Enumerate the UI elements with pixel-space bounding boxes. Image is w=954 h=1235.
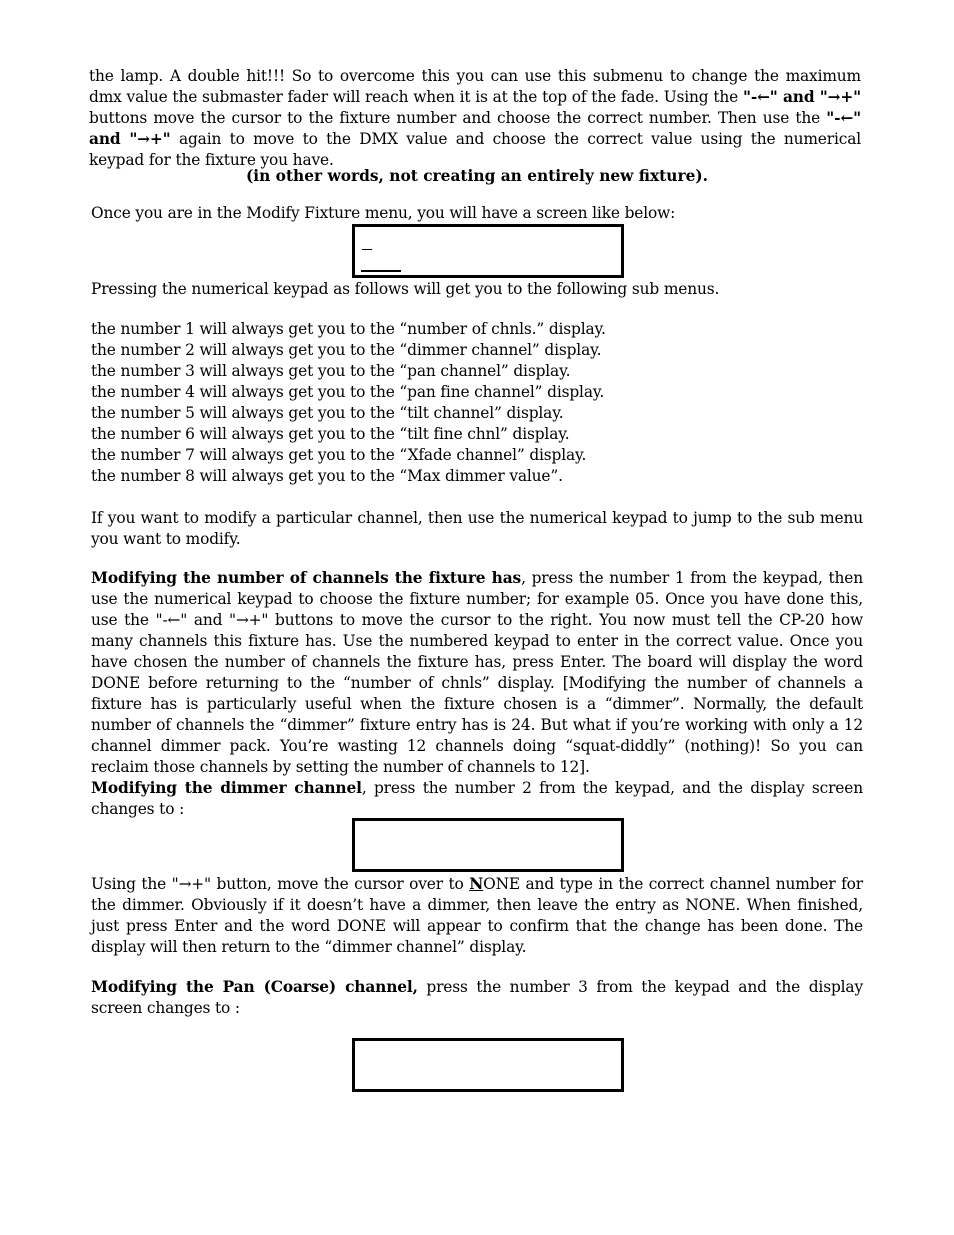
lcd-underline-mark — [361, 270, 401, 272]
list-item: the number 1 will always get you to the “number of chnls.” display. — [91, 320, 606, 338]
pan-paragraph — [91, 977, 863, 1019]
pan-heading: Modifying the Pan (Coarse) channel, — [91, 978, 418, 996]
dimmer-heading: Modifying the dimmer channel — [91, 779, 362, 797]
keypad-list — [91, 319, 863, 487]
channels-text: , press the number 1 from the keypad, then use the numerical keypad to choose the fixture number; for example 05. Once you have done this, use the "-←" and "→+" buttons to move the cursor to the right. You now must tell the CP-20 how many channels this fixture has. Use the numbered keypad to enter in the correct value. Once you have chosen the number of channels the fixture has, press Enter. The board will display the word DONE before returning to the “number of chnls” display. [Modifying the number of channels a fixture has is particularly useful when the fixture chosen is a “dimmer”. Normally, the default number of channels the “dimmer” fixture entry has is 24. But what if you’re working with only a 12 channel dimmer pack. You’re wasting 12 channels doing “squat-diddly” (nothing)! So you can reclaim those channels by setting the number of channels to 12]. — [91, 569, 864, 776]
modify-particular-paragraph: If you want to modify a particular channel, then use the numerical keypad to jump to the sub menu you want to modify. — [91, 509, 863, 548]
dimmer-use-text-1: Using the "→+" button, move the cursor over to — [91, 875, 470, 893]
lcd-display-dimmer-channel — [352, 818, 624, 872]
intro-text-3: again to move to the DMX value and choose the correct value using the numerical keypad for the fixture you have. — [89, 130, 861, 169]
cursor-letter: N — [469, 875, 484, 893]
dimmer-text: , press the number 2 from the keypad, and the display screen changes to : — [91, 779, 863, 818]
intro-paragraph — [89, 66, 861, 171]
list-item: the number 8 will always get you to the “Max dimmer value”. — [91, 467, 563, 485]
center-note: (in other words, not creating an entirely new fixture). — [246, 167, 708, 185]
dimmer-paragraph — [91, 778, 863, 820]
intro-text-1: the lamp. A double hit!!! So to overcome this you can use this submenu to change the maximum dmx value the submaster fader will reach when it is at the top of the fade. Using the — [89, 67, 861, 106]
intro-buttons-2: "-←" and "→+" — [89, 109, 861, 148]
list-item: the number 6 will always get you to the “tilt fine chnl” display. — [91, 425, 570, 443]
dimmer-use-paragraph — [91, 874, 863, 958]
list-item: the number 3 will always get you to the “pan channel” display. — [91, 362, 571, 380]
dimmer-use-text-2: ONE and type in the correct channel number for the dimmer. Obviously if it doesn’t have a dimmer, then leave the entry as NONE. When finished, just press Enter and the word DONE will appear to confirm that the change has been done. The display will then return to the “dimmer channel” display. — [91, 875, 863, 956]
list-item: the number 4 will always get you to the “pan fine channel” display. — [91, 383, 605, 401]
lcd-display-modify-fixture — [352, 224, 624, 278]
channels-paragraph — [91, 568, 863, 778]
list-item: the number 5 will always get you to the “tilt channel” display. — [91, 404, 564, 422]
pan-text: press the number 3 from the keypad and the display screen changes to : — [91, 978, 863, 1017]
list-item: the number 2 will always get you to the “dimmer channel” display. — [91, 341, 602, 359]
intro-text-2: buttons move the cursor to the fixture number and choose the correct number. Then use the — [89, 109, 827, 127]
keypad-intro: Pressing the numerical keypad as follows will get you to the following sub menus. — [91, 280, 720, 298]
lcd-display-pan-channel — [352, 1038, 624, 1092]
channels-heading: Modifying the number of channels the fixture has — [91, 569, 522, 587]
modify-intro: Once you are in the Modify Fixture menu, you will have a screen like below: — [91, 204, 676, 222]
lcd-cursor-mark — [362, 249, 372, 250]
intro-buttons-1: "-←" and "→+" — [742, 88, 861, 106]
list-item: the number 7 will always get you to the “Xfade channel” display. — [91, 446, 587, 464]
